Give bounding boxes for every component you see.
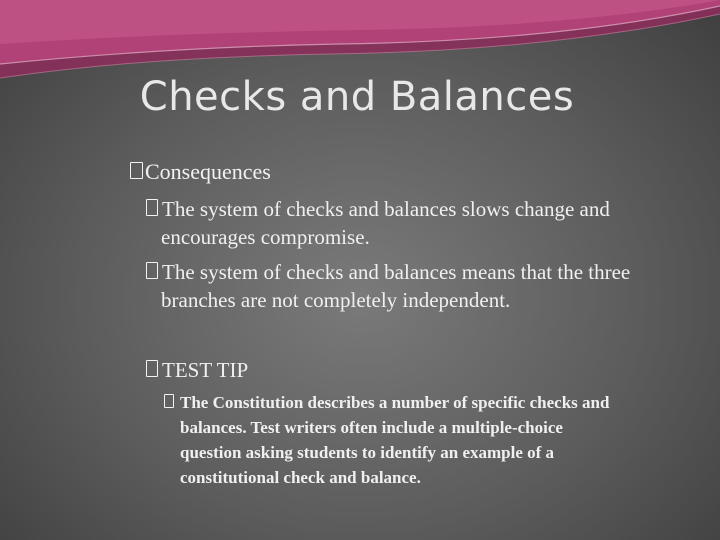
slide-title: Checks and Balances — [139, 74, 575, 120]
bullet-box-icon — [130, 162, 143, 179]
bullet-slows-change: The system of checks and balances slows change and encourages compromise. — [146, 195, 706, 251]
bullet-test-tip: TEST TIP — [146, 356, 706, 384]
bullet-box-icon — [146, 199, 158, 216]
bullet-test-tip-detail: The Constitution describes a number of specific checks and balances. Test writers often include a multiple-choice question asking students to identify an example of a constitutional check and balance. — [164, 390, 709, 490]
bullet-not-independent: The system of checks and balances means that the three branches are not completely independent. — [146, 258, 706, 314]
bullet-box-icon — [146, 360, 158, 377]
bullet-box-icon — [146, 262, 158, 279]
bullet-box-icon — [164, 394, 174, 408]
bullet-consequences: Consequences — [130, 158, 271, 186]
